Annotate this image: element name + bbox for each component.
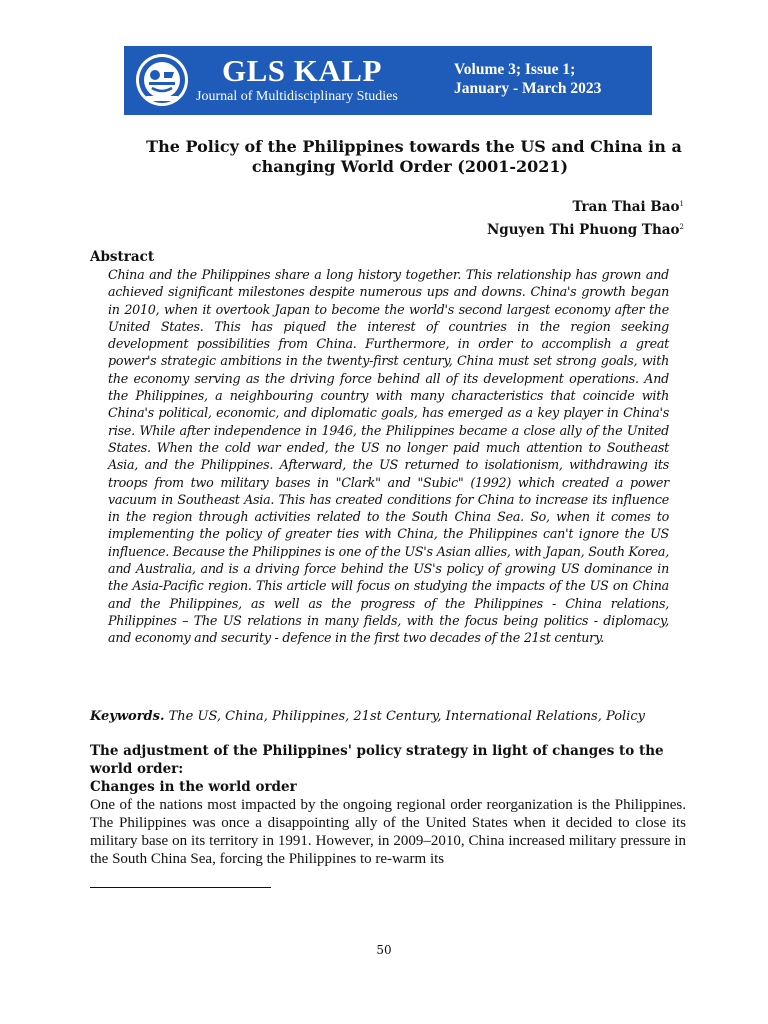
author-list xyxy=(487,194,684,240)
footnote-divider xyxy=(90,887,271,888)
abstract-text: China and the Philippines share a long history together. This relationship has grown and achieved significant milestones despite numerous ups and downs. China's growth began in 2010, when it overtook Japan to become the world's second largest economy after the United States. This has piqued the interest of countries in the region seeking development possibilities from China. Furthermore, in order to accomplish a great power's strategic ambitions in the twenty-first century, China must set strong goals, with the economy serving as the driving force behind all of its development operations. And the Philippines, a neighbouring country with many characteristics that coincide with China's political, economic, and diplomatic goals, has emerged as a key player in China's rise. While after independence in 1946, the Philippines became a close ally of the United States. When the cold war ended, the US no longer paid much attention to Southeast Asia, and the Philippines. Afterward, the US returned to isolationism, withdrawing its troops from two military bases in "Clark" and "Subic" (1992) which created a power vacuum in Southeast Asia. This has created conditions for China to increase its influence in the region through activities related to the South China Sea. So, when it comes to implementing the policy of greater ties with China, the Philippines can't ignore the US influence. Because the Philippines is one of the US's Asian allies, with Japan, South Korea, and Australia, and is a driving force behind the US's policy of growing US dominance in the Asia-Pacific region. This article will focus on studying the impacts of the US on China and the Philippines, as well as the progress of the Philippines - China relations, Philippines – The US relations in many fields, with the focus being politics - diplomacy, and economy and security - defence in the first two decades of the 21st century. xyxy=(108,267,669,646)
journal-seal-logo xyxy=(134,52,190,108)
journal-subtitle: Journal of Multidisciplinary Studies xyxy=(196,89,398,104)
journal-banner xyxy=(124,46,652,115)
author-name: Nguyen Thi Phuong Thao xyxy=(486,222,680,238)
keywords xyxy=(90,708,690,726)
subsection-heading: Changes in the world order xyxy=(90,779,297,795)
body-paragraph: One of the nations most impacted by the ongoing regional order reorganization is the Philippines. The Philippines was once a disappointing ally of the United States when it decided to close its military base on its territory in 1991. However, in 2009–2010, China increased military pressure in the South China Sea, forcing the Philippines to re-warm its xyxy=(90,797,686,867)
page-number: 50 xyxy=(376,943,392,957)
issue-info xyxy=(454,60,601,98)
keywords-list: The US, China, Philippines, 21st Century, International Relations, Policy xyxy=(164,709,645,724)
footnote-mark: 2 xyxy=(679,223,684,231)
journal-name: GLS KALP xyxy=(222,53,382,88)
abstract-heading: Abstract xyxy=(90,249,155,265)
author-name: Tran Thai Bao xyxy=(572,199,680,215)
author-2 xyxy=(487,217,684,240)
footnote-mark: 1 xyxy=(679,200,684,208)
keywords-label: Keywords. xyxy=(90,709,165,724)
issue-period: January - March 2023 xyxy=(454,80,602,97)
author-1 xyxy=(487,194,684,217)
paper-title xyxy=(90,137,730,177)
section-heading: The adjustment of the Philippines' policy strategy in light of changes to the world order: xyxy=(90,743,664,777)
paper-title-line-1: The Policy of the Philippines towards the US and China in a xyxy=(146,137,682,156)
paper-title-line-2: changing World Order (2001-2021) xyxy=(251,157,569,176)
volume-issue: Volume 3; Issue 1; xyxy=(454,61,576,78)
